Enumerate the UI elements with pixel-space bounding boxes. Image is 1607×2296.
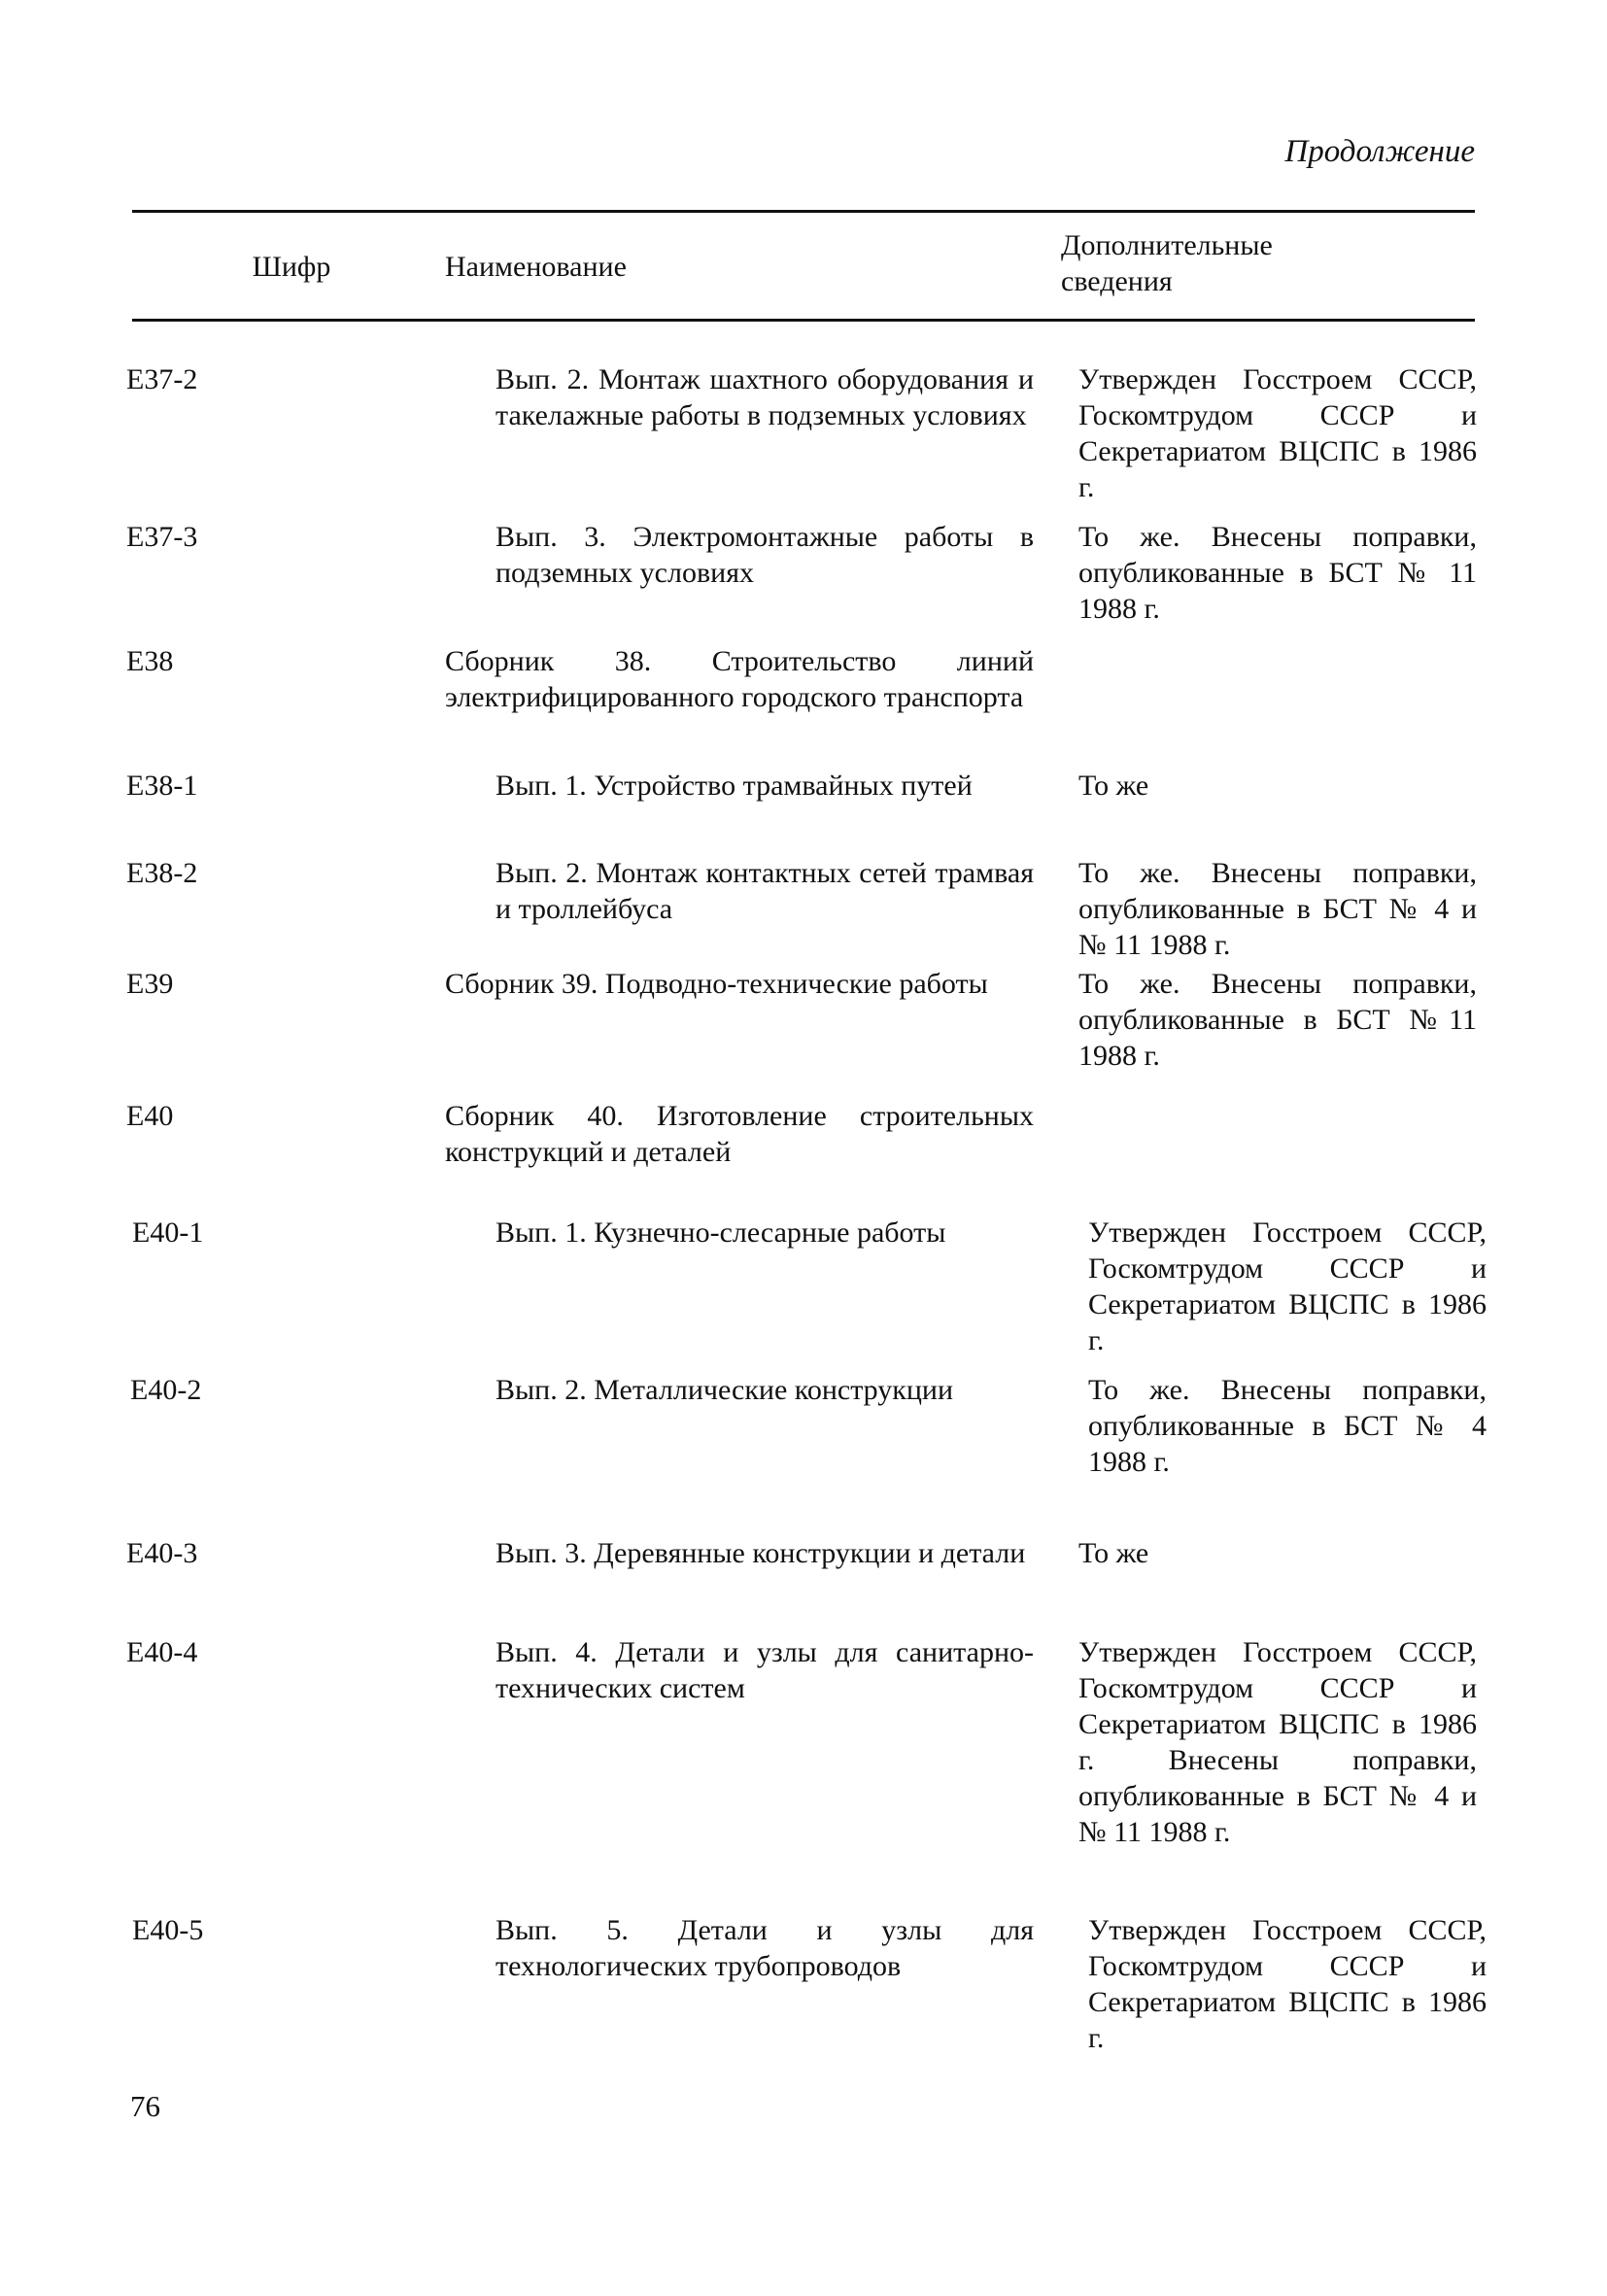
row-code: Е37-3 xyxy=(126,521,198,553)
page-number: 76 xyxy=(130,2089,160,2123)
row-info: То же. Внесены поправки, опубликованные в БСТ № 4 и № 11 1988 г. xyxy=(1078,857,1477,961)
row-code: Е40-2 xyxy=(130,1374,202,1406)
row-code: Е37-2 xyxy=(126,363,198,395)
row-code: Е40-5 xyxy=(132,1914,204,1946)
row-name: Вып. 1. Кузнечно-слесарные работы xyxy=(496,1217,946,1249)
row-name: Вып. 3. Электромонтажные работы в подземных условиях xyxy=(496,521,1034,589)
row-code: Е38-1 xyxy=(126,770,198,802)
row-info: То же. Внесены поправки, опубликованные в БСТ №11 1988 г. xyxy=(1078,968,1477,1072)
header-code: Шифр xyxy=(252,251,331,283)
row-code: Е39 xyxy=(126,968,174,1000)
row-name: Вып. 2. Монтаж шахтного оборудования и такелажные работы в подземных условиях xyxy=(496,363,1034,431)
row-name: Вып. 4. Детали и узлы для санитарно-технических систем xyxy=(496,1636,1034,1704)
row-info: Утвержден Госстроем СССР, Госкомтрудом СССР и Секретариатом ВЦСПС в 1986 г. xyxy=(1088,1914,1487,2054)
row-name: Сборник 39. Подводно-технические работы xyxy=(445,968,988,1000)
row-name: Вып. 2. Металлические конструкции xyxy=(496,1374,954,1406)
row-code: Е40-1 xyxy=(132,1217,204,1249)
header-info-line2: сведения xyxy=(1061,265,1173,297)
row-info: Утвержден Госстроем СССР, Госкомтрудом СССР и Секретариатом ВЦСПС в 1986 г. xyxy=(1078,363,1477,503)
row-code: Е40 xyxy=(126,1100,174,1132)
row-name: Вып. 5. Детали и узлы для технологических трубопроводов xyxy=(496,1914,1034,1982)
row-name: Сборник 40. Изготовление строительных конструкций и деталей xyxy=(445,1100,1034,1168)
row-info: Утвержден Госстроем СССР, Госкомтрудом СССР и Секретариатом ВЦСПС в 1986 г. Внесены поправки, опубликованные в БСТ № 4 и № 11 1988 г. xyxy=(1078,1636,1477,1848)
row-info: То же xyxy=(1078,1537,1149,1569)
table-header-rule xyxy=(132,319,1475,322)
row-info: То же. Внесены поправки, опубликованные в БСТ № 11 1988 г. xyxy=(1078,521,1477,625)
row-name: Сборник 38. Строительство линий электрифицированного городского транспорта xyxy=(445,645,1034,713)
row-info: То же. Внесены поправки, опубликованные в БСТ № 4 1988 г. xyxy=(1088,1374,1487,1478)
row-name: Вып. 1. Устройство трамвайных путей xyxy=(496,770,973,802)
row-code: Е40-3 xyxy=(126,1537,198,1569)
row-code: Е38 xyxy=(126,645,174,677)
row-name: Вып. 2. Монтаж контактных сетей трамвая и троллейбуса xyxy=(496,857,1034,925)
header-name: Наименование xyxy=(445,251,627,283)
table-top-rule xyxy=(132,210,1475,213)
row-name: Вып. 3. Деревянные конструкции и детали xyxy=(496,1537,1026,1569)
row-code: Е38-2 xyxy=(126,857,198,889)
row-code: Е40-4 xyxy=(126,1636,198,1668)
header-info-line1: Дополнительные xyxy=(1061,229,1273,261)
row-info: Утвержден Госстроем СССР, Госкомтрудом СССР и Секретариатом ВЦСПС в 1986 г. xyxy=(1088,1217,1487,1356)
header-info xyxy=(1061,227,1469,299)
continuation-label: Продолжение xyxy=(1284,134,1475,169)
row-info: То же xyxy=(1078,770,1149,802)
